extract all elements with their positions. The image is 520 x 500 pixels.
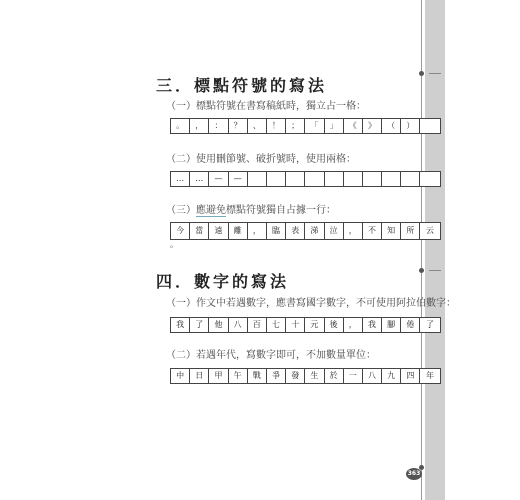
grid-cell: —	[229, 172, 248, 186]
grid-cell: 離	[229, 223, 248, 239]
grid-cell: ，	[190, 119, 209, 133]
grid-cell: 、	[248, 119, 267, 133]
grid-cell: ，	[248, 223, 267, 239]
grid-cell: ！	[267, 119, 286, 133]
grid-cell: ？	[229, 119, 248, 133]
grid-cell: 當	[190, 223, 209, 239]
grid-cell	[420, 119, 439, 133]
grid-cell: 「	[305, 119, 324, 133]
grid-cell: 所	[401, 223, 420, 239]
grid-cell: …	[171, 172, 190, 186]
grid-cell	[382, 172, 401, 186]
grid-cell: 他	[209, 318, 228, 332]
grid-cell: ）	[401, 119, 420, 133]
grid-cell: 一	[344, 369, 363, 383]
grid-cell: 腳	[382, 318, 401, 332]
grid-cell: 日	[190, 369, 209, 383]
grid-cell: 涕	[305, 223, 324, 239]
grid-cell: 八	[363, 369, 382, 383]
grid-cell: 表	[286, 223, 305, 239]
grid-cell	[420, 172, 439, 186]
grid-cell: 於	[325, 369, 344, 383]
year-grid	[170, 368, 441, 384]
grid-cell: 》	[363, 119, 382, 133]
grid-cell: 了	[426, 320, 435, 329]
grid-cell: 不	[363, 223, 382, 239]
binding-band	[425, 0, 445, 500]
subheading: （二）若遇年代，寫數字即可，不加數量單位：	[166, 350, 376, 361]
grid-cell: 泣	[325, 223, 344, 239]
grid-cell: 九	[382, 369, 401, 383]
grid-cell: 生	[305, 369, 324, 383]
grid-cell: 爭	[267, 369, 286, 383]
grid-cell: 年	[426, 371, 435, 380]
grid-cell: 《	[344, 119, 363, 133]
grid-cell: ；	[286, 119, 305, 133]
grid-cell: 今	[171, 223, 190, 239]
grid-cell: 我	[171, 318, 190, 332]
grid-cell: 」	[325, 119, 344, 133]
grid-cell	[305, 172, 324, 186]
grid-cell	[401, 172, 420, 186]
page-number: 363	[406, 468, 422, 480]
grid-cell	[286, 172, 305, 186]
grid-cell: 戰	[248, 369, 267, 383]
grid-cell	[363, 172, 382, 186]
grid-cell	[267, 172, 286, 186]
grid-cell: 云	[426, 226, 435, 235]
grid-cell: 元	[305, 318, 324, 332]
grid-cell: 臨	[267, 223, 286, 239]
section-title: 四．數字的寫法	[156, 272, 290, 291]
grid-cell: （	[382, 119, 401, 133]
grid-cell: ，	[344, 223, 363, 239]
grid-cell: 我	[363, 318, 382, 332]
subheading-rest: 標點符號獨自占據一行：	[226, 205, 336, 216]
grid-cell: 午	[229, 369, 248, 383]
grid-cell: 後	[325, 318, 344, 332]
overflow-punctuation: 。	[170, 240, 178, 249]
grid-cell: …	[190, 172, 209, 186]
grid-cell: 遠	[209, 223, 228, 239]
section-title: 三．標點符號的寫法	[156, 76, 328, 95]
grid-cell: 發	[286, 369, 305, 383]
binding-dot	[419, 268, 424, 273]
binding-tick	[429, 270, 441, 271]
grid-cell: ，	[344, 318, 363, 332]
grid-cell	[344, 172, 363, 186]
highlighted-phrase: 應避免	[196, 205, 226, 216]
grid-cell: ：	[209, 119, 228, 133]
grid-cell: 。	[171, 119, 190, 133]
subheading-prefix: （三）	[166, 205, 196, 216]
grid-cell: —	[209, 172, 228, 186]
binding-dot	[419, 71, 424, 76]
subheading	[166, 201, 336, 216]
subheading: （二）使用刪節號、破折號時，使用兩格：	[166, 154, 356, 165]
grid-cell: 甲	[209, 369, 228, 383]
punctuation-grid	[170, 118, 441, 134]
dash-grid	[170, 171, 441, 187]
grid-cell: 百	[248, 318, 267, 332]
subheading: （一）標點符號在書寫稿紙時，獨立占一格：	[166, 101, 366, 112]
subheading: （一）作文中若遇數字，應書寫國字數字，不可使用阿拉伯數字：	[166, 298, 456, 309]
grid-cell	[248, 172, 267, 186]
sentence-grid	[170, 222, 441, 240]
grid-cell	[325, 172, 344, 186]
grid-cell: 中	[171, 369, 190, 383]
grid-cell: 知	[382, 223, 401, 239]
grid-cell: 七	[267, 318, 286, 332]
grid-cell: 四	[401, 369, 420, 383]
number-grid	[170, 317, 441, 333]
grid-cell: 十	[286, 318, 305, 332]
binding-tick	[429, 73, 441, 74]
grid-cell: 了	[190, 318, 209, 332]
grid-cell: 八	[229, 318, 248, 332]
grid-cell: 倦	[401, 318, 420, 332]
